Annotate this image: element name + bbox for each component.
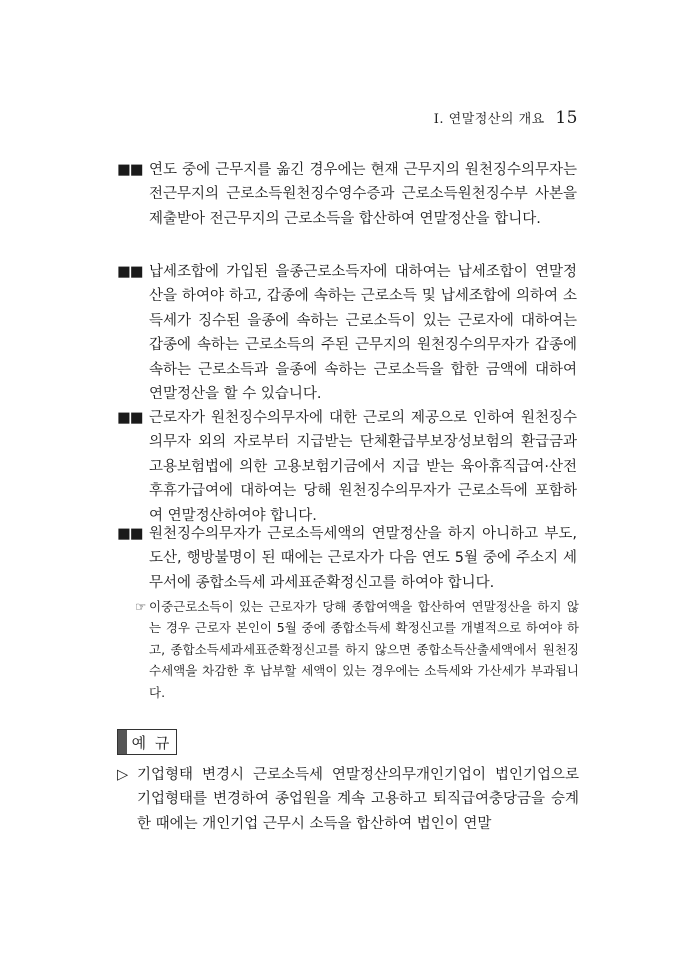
list-item — [117, 522, 577, 595]
bullet-icon: ■■ — [117, 526, 143, 542]
bullet-icon: ■■ — [117, 264, 143, 280]
section-label: 예 규 — [131, 733, 172, 752]
list-item — [117, 406, 577, 528]
label-bar-decoration — [118, 730, 127, 754]
list-item-text: 원천징수의무자가 근로소득세액의 연말정산을 하지 아니하고 부도, 도산, 행방불명이 된 때에는 근로자가 다음 연도 5월 중에 주소지 세무서에 종합소득세 과세표준확정신고를 하여야 합니다. — [149, 526, 577, 591]
list-item — [117, 260, 577, 406]
pointing-hand-icon: ☞ — [135, 599, 147, 614]
example-text: 기업형태 변경시 근로소득세 연말정산의무개인기업이 법인기업으로 기업형태를 변경하여 종업원을 계속 고용하고 퇴직급여충당금을 승계한 때에는 개인기업 근무시 소득을 합산하여 법인이 연말 — [137, 767, 579, 832]
list-item-text: 근로자가 원천징수의무자에 대한 근로의 제공으로 인하여 원천징수의무자 외의 자로부터 지급받는 단체환급부보장성보험의 환급금과 고용보험법에 의한 고용보험기금에서 지급 받는 육아휴직급여·산전후휴가급여에 대하여는 당해 원천징수의무자가 근로소득에 포함하여 연말정산하여야 합니다. — [149, 410, 577, 524]
list-item — [117, 158, 577, 231]
bullet-icon: ■■ — [117, 162, 143, 178]
running-header — [434, 108, 578, 128]
section-title: Ⅰ. 연말정산의 개요 — [433, 112, 545, 127]
page-number: 15 — [555, 108, 578, 128]
reference-note — [135, 596, 579, 703]
triangle-right-icon: ▷ — [117, 767, 129, 783]
section-label-box — [117, 729, 177, 755]
list-item-text: 납세조합에 가입된 을종근로소득자에 대하여는 납세조합이 연말정산을 하여야 하고, 갑종에 속하는 근로소득 및 납세조합에 의하여 소득세가 징수된 을종에 속하는 근로소득이 있는 근로자에 대하여는 갑종에 속하는 근로소득의 주된 근무지의 원천징수의무자가 갑종에 속하는 근로소득과 을종에 속하는 근로소득을 합한 금액에 대하여 연말정산을 할 수 있습니다. — [149, 264, 577, 403]
list-item-text: 연도 중에 근무지를 옮긴 경우에는 현재 근무지의 원천징수의무자는 전근무지의 근로소득원천징수영수증과 근로소득원천징수부 사본을 제출받아 전근무지의 근로소득을 합산하여 연말정산을 합니다. — [149, 162, 577, 227]
example-item — [117, 763, 579, 836]
bullet-icon: ■■ — [117, 410, 143, 426]
note-text: 이중근로소득이 있는 근로자가 당해 종합여액을 합산하여 연말정산을 하지 않는 경우 근로자 본인이 5월 중에 종합소득세 확정신고를 개별적으로 하여야 하고, 종합소득세과세표준확정신고를 하지 않으면 종합소득산출세액에서 원천징수세액을 차감한 후 납부할 세액이 있는 경우에는 소득세와 가산세가 부과됩니다. — [149, 599, 579, 700]
